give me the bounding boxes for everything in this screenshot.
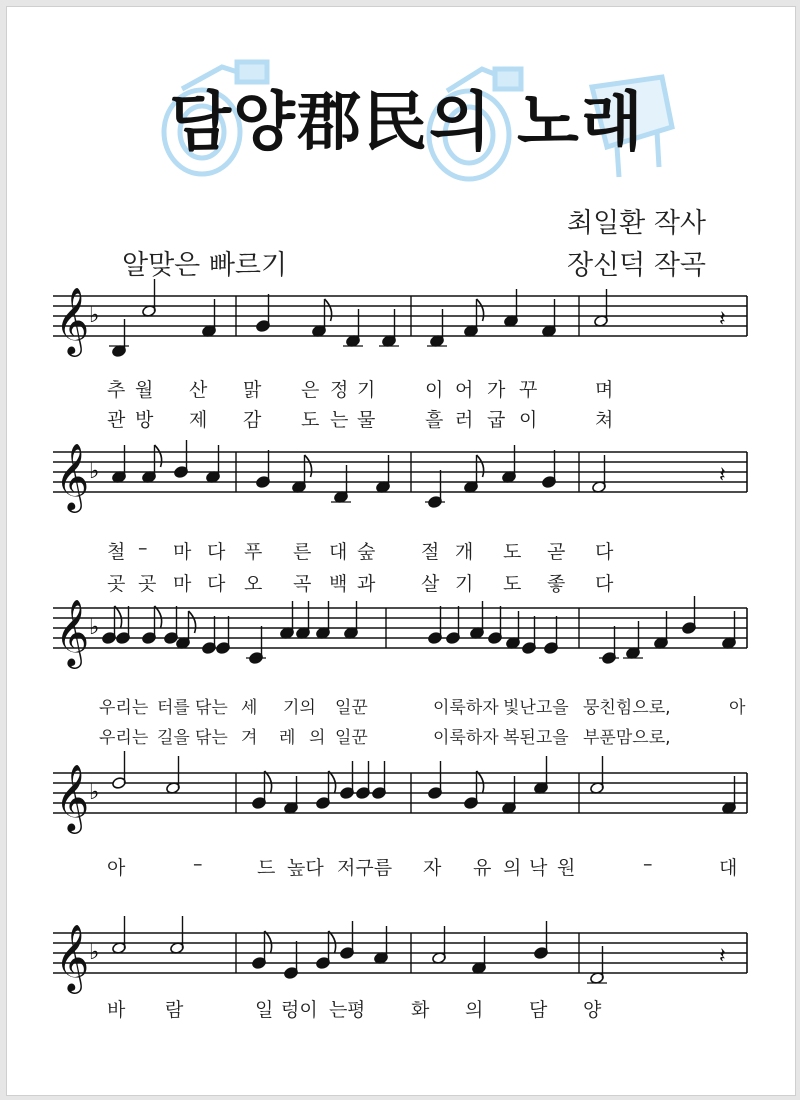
lyric-syllable: 대 — [719, 857, 738, 879]
note — [292, 455, 312, 493]
lyric-syllable: 마 — [173, 541, 192, 563]
lyric-syllable: 일 — [255, 999, 274, 1021]
note — [470, 601, 485, 639]
lyric-syllable: 은 — [301, 379, 320, 401]
note — [379, 309, 399, 347]
lyric-syllable: 며 — [595, 379, 614, 401]
treble-clef-icon: 𝄞 — [55, 763, 90, 831]
lyric-syllable: 곳 — [107, 573, 126, 595]
note — [343, 309, 363, 347]
lyric-syllable: 가 — [487, 379, 506, 401]
note — [164, 606, 179, 644]
note — [340, 761, 355, 799]
note — [506, 611, 521, 649]
note — [372, 761, 387, 799]
lyric-syllable: 자 — [423, 857, 442, 879]
lyric-syllable: 는 — [329, 999, 348, 1021]
music-sheet — [6, 6, 796, 1096]
lyric-syllable: 추 — [107, 379, 126, 401]
lyric-syllable: 쳐 — [595, 409, 614, 431]
lyric-syllable: 양 — [583, 999, 602, 1021]
lyric-syllable: 다 — [207, 541, 226, 563]
treble-clef-icon: 𝄞 — [55, 598, 90, 666]
lyric-syllable: 일꾼 — [335, 698, 368, 718]
lyric-syllable: 의 — [465, 999, 484, 1021]
lyric-syllable: 제 — [189, 409, 208, 431]
note — [284, 941, 299, 979]
lyric-syllable: 개 — [455, 541, 474, 563]
lyric-syllable: 정 — [330, 379, 349, 401]
note — [216, 616, 231, 654]
lyric-syllable: 렁이 — [281, 999, 318, 1021]
note — [256, 294, 271, 332]
lyricist-credit: 최일환 작사 — [567, 208, 706, 239]
note — [112, 445, 127, 483]
lyric-syllable: 복된고을 — [503, 728, 569, 748]
lyric-syllable: 닦는 — [195, 728, 228, 748]
flat-icon: ♭ — [89, 459, 100, 484]
treble-clef-icon: 𝄞 — [55, 442, 90, 510]
note — [166, 756, 181, 794]
lyric-syllable: 유 — [473, 857, 492, 879]
lyric-syllable: 굽 — [487, 409, 506, 431]
lyric-syllable: 닦는 — [195, 698, 228, 718]
lyric-syllable: 감 — [243, 409, 262, 431]
lyric-syllable: 꾸 — [519, 379, 538, 401]
note — [427, 309, 447, 347]
note — [446, 606, 461, 644]
note — [587, 946, 607, 984]
lyric-syllable: 절 — [421, 541, 440, 563]
note — [316, 601, 331, 639]
lyric-syllable: – — [138, 537, 148, 559]
note — [284, 776, 299, 814]
note — [344, 601, 359, 639]
lyric-syllable: 철 — [107, 541, 126, 563]
note — [112, 916, 127, 954]
lyric-syllable: 방 — [135, 409, 154, 431]
lyric-syllable: 터를 — [157, 698, 190, 718]
note — [464, 455, 484, 493]
note — [590, 756, 605, 794]
note — [174, 440, 189, 478]
lyric-syllable: 푸 — [244, 541, 263, 563]
lyric-syllable: 러 — [455, 409, 474, 431]
lyric-syllable: 화 — [411, 999, 430, 1021]
note — [464, 299, 484, 337]
lyric-syllable: 기 — [455, 573, 474, 595]
lyric-syllable: 드 — [257, 857, 276, 879]
note — [331, 465, 351, 503]
lyric-syllable: 대 — [329, 541, 348, 563]
lyric-syllable: – — [193, 853, 203, 875]
note — [722, 776, 737, 814]
lyric-syllable: 의 — [503, 857, 522, 879]
lyric-syllable: 른 — [293, 541, 312, 563]
note — [356, 761, 371, 799]
lyric-syllable: 기 — [357, 379, 376, 401]
note — [682, 596, 697, 634]
lyric-syllable: 다 — [595, 573, 614, 595]
note — [206, 445, 221, 483]
note — [256, 450, 271, 488]
note — [428, 606, 443, 644]
lyric-syllable: 곧 — [547, 541, 566, 563]
note — [592, 455, 607, 493]
note — [280, 601, 295, 639]
lyric-syllable: 도 — [503, 541, 522, 563]
lyric-syllable: 아 — [729, 698, 746, 718]
lyric-syllable: 어 — [455, 379, 474, 401]
page-title: 담양郡民의 노래 — [169, 85, 645, 160]
note — [142, 445, 162, 483]
lyric-syllable: 일꾼 — [335, 728, 368, 748]
lyric-syllable: 담 — [529, 999, 548, 1021]
note — [504, 289, 519, 327]
flat-icon: ♭ — [89, 615, 100, 640]
note — [376, 455, 391, 493]
lyric-syllable: 저구름 — [337, 857, 393, 879]
note — [112, 751, 127, 789]
lyric-syllable: 람 — [165, 999, 184, 1021]
lyric-syllable: 기의 — [283, 698, 316, 718]
note — [488, 606, 503, 644]
note — [246, 626, 266, 664]
staff-4 — [53, 763, 747, 834]
note — [170, 916, 185, 954]
lyric-syllable: 부푼맘으로, — [583, 728, 671, 748]
lyric-syllable: 이 — [425, 379, 444, 401]
lyric-syllable: 낙 — [529, 857, 548, 879]
note — [312, 299, 332, 337]
lyric-syllable: 평 — [347, 999, 366, 1021]
composer-credit: 장신덕 작곡 — [567, 250, 706, 281]
note — [296, 601, 311, 639]
lyric-syllable: 흘 — [425, 409, 444, 431]
lyric-syllable: 이 — [519, 409, 538, 431]
lyric-syllable: – — [643, 853, 653, 875]
note — [542, 450, 557, 488]
lyric-syllable: 세 — [241, 698, 258, 718]
lyric-syllable: 이룩하자 — [433, 698, 499, 718]
lyric-syllable: 오 — [244, 573, 263, 595]
note — [425, 470, 445, 508]
tempo-marking: 알맞은 빠르기 — [122, 250, 288, 281]
lyric-syllable: 숲 — [357, 541, 376, 563]
rest-icon: 𝄽 — [719, 307, 726, 332]
note — [594, 289, 609, 327]
lyric-syllable: 살 — [421, 573, 440, 595]
treble-clef-icon: 𝄞 — [55, 286, 90, 354]
lyric-syllable: 원 — [557, 857, 576, 879]
note — [522, 616, 537, 654]
lyric-syllable: 좋 — [547, 573, 566, 595]
note — [432, 926, 447, 964]
lyric-syllable: 물 — [357, 409, 376, 431]
note — [176, 611, 196, 649]
lyric-syllable: 다 — [207, 573, 226, 595]
lyric-syllable: 우리는 — [99, 698, 149, 718]
note — [623, 621, 643, 659]
rest-icon: 𝄽 — [719, 463, 726, 488]
staff-2 — [53, 442, 747, 513]
note — [502, 445, 517, 483]
note — [534, 756, 549, 794]
rest-icon: 𝄽 — [719, 944, 726, 969]
lyric-syllable: 는 — [330, 409, 349, 431]
lyric-syllable: 이룩하자 — [433, 728, 499, 748]
lyric-syllable: 관 — [107, 409, 126, 431]
lyric-syllable: 높다 — [287, 857, 324, 879]
lyric-syllable: 레 — [279, 728, 296, 748]
note — [654, 611, 669, 649]
lyric-syllable: 바 — [107, 999, 126, 1021]
note — [722, 611, 737, 649]
note — [599, 626, 619, 664]
lyric-syllable: 마 — [173, 573, 192, 595]
note — [428, 761, 443, 799]
note — [472, 936, 487, 974]
lyric-syllable: 다 — [595, 541, 614, 563]
lyric-syllable: 곳 — [138, 573, 157, 595]
note — [374, 926, 389, 964]
staff-1 — [53, 286, 747, 357]
note — [544, 616, 559, 654]
lyric-syllable: 산 — [189, 379, 208, 401]
flat-icon: ♭ — [89, 303, 100, 328]
note — [116, 606, 131, 644]
lyric-syllable: 우리는 — [99, 728, 149, 748]
treble-clef-icon: 𝄞 — [55, 923, 90, 991]
flat-icon: ♭ — [89, 940, 100, 965]
note — [534, 921, 549, 959]
lyric-syllable: 과 — [357, 573, 376, 595]
lyric-syllable: 도 — [301, 409, 320, 431]
note — [202, 299, 217, 337]
lyric-syllable: 백 — [329, 573, 348, 595]
lyric-syllable: 길을 — [157, 728, 190, 748]
lyric-syllable: 월 — [135, 379, 154, 401]
flat-icon: ♭ — [89, 780, 100, 805]
lyric-syllable: 아 — [107, 857, 126, 879]
lyric-syllable: 맑 — [243, 379, 262, 401]
lyric-syllable: 의 — [309, 728, 326, 748]
note — [542, 299, 557, 337]
note — [502, 776, 517, 814]
lyric-syllable: 빛난고을 — [503, 698, 569, 718]
staff-5 — [53, 923, 747, 994]
note — [142, 279, 157, 317]
note — [109, 319, 129, 357]
lyric-syllable: 뭉친힘으로, — [583, 698, 671, 718]
note — [202, 616, 217, 654]
lyric-syllable: 곡 — [293, 573, 312, 595]
lyric-syllable: 도 — [503, 573, 522, 595]
lyric-syllable: 겨 — [241, 728, 258, 748]
note — [340, 921, 355, 959]
